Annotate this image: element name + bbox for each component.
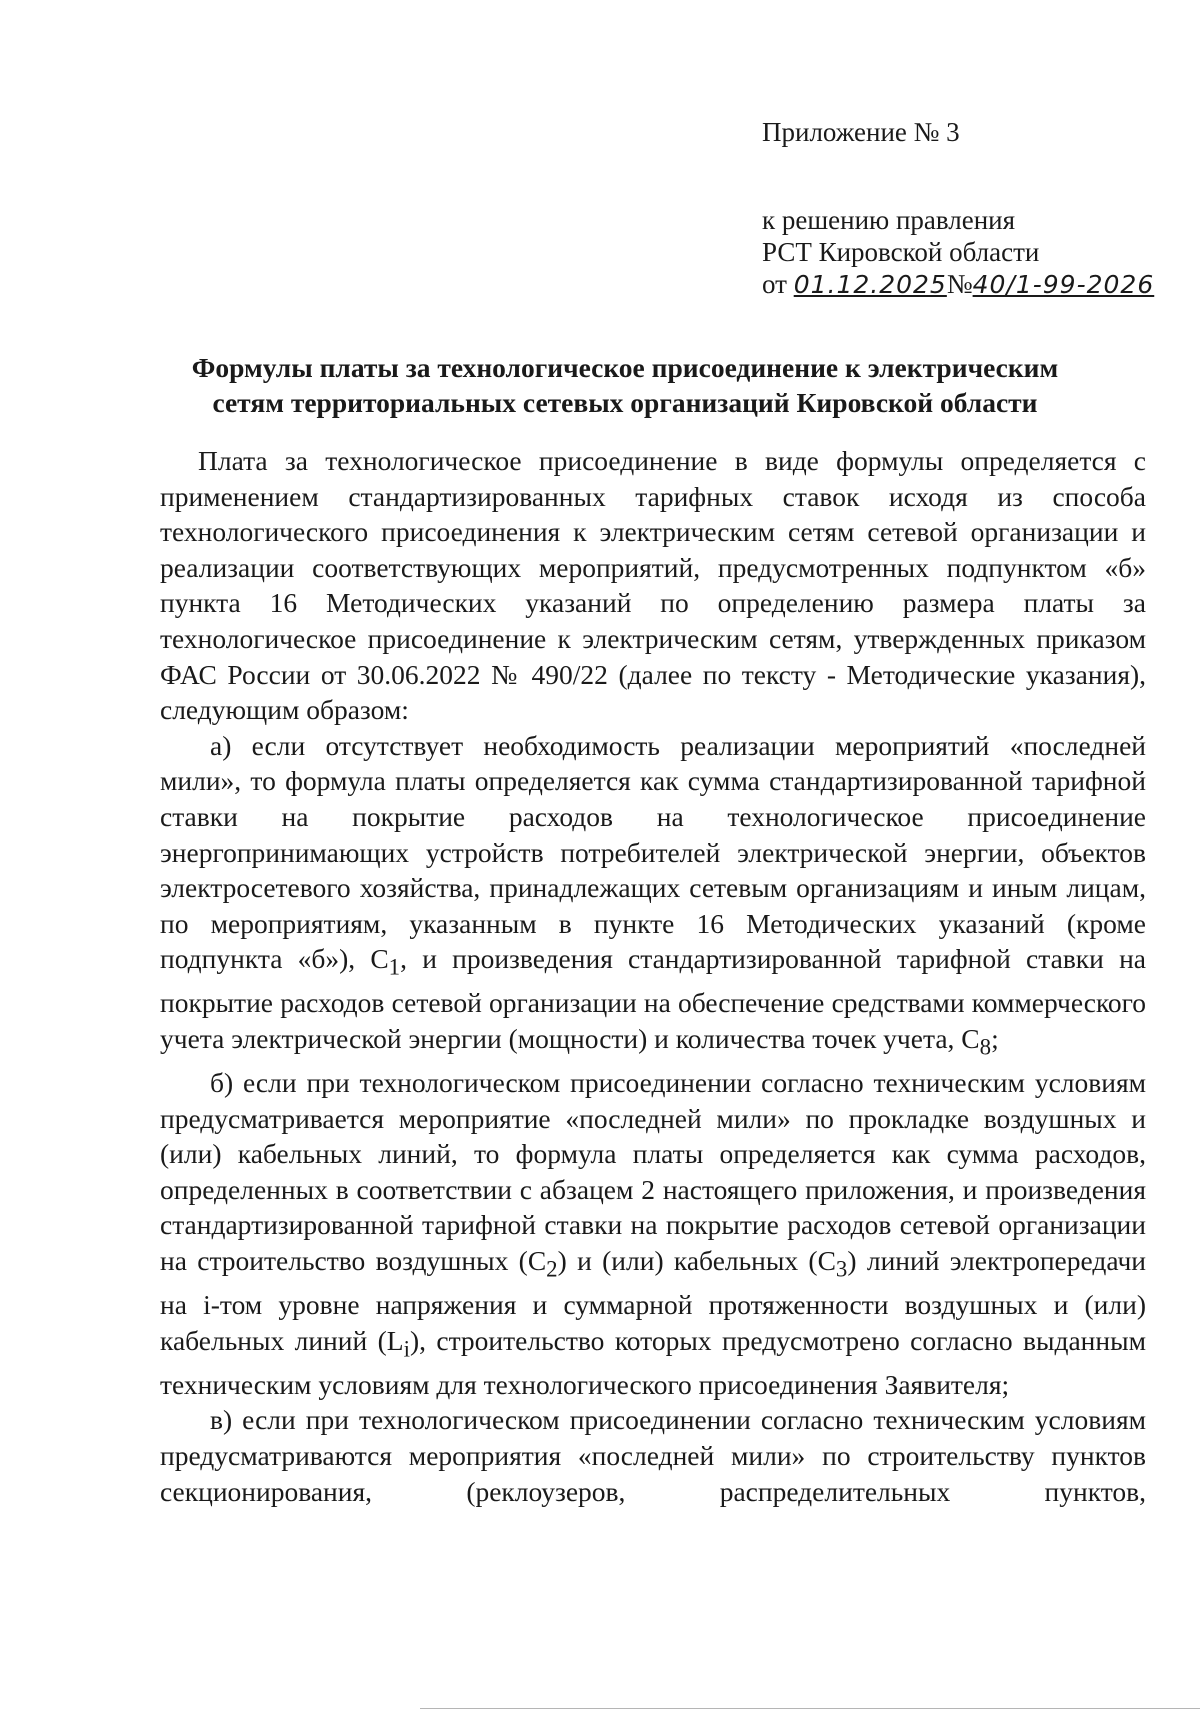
title-line-2: сетям территориальных сетевых организаций Кировской области: [212, 387, 1038, 418]
document-title: [160, 350, 1090, 420]
item-b-text-2: ) и (или) кабельных (С: [557, 1245, 836, 1277]
annex-date-number-line: [762, 268, 1154, 301]
annex-gap: [762, 148, 1154, 204]
item-b-text-4: ), строительство которых предусмотрено согласно выданным техническим условиям для технологического присоединения Заявителя;: [160, 1324, 1146, 1400]
handwritten-date: 01.12.2025: [793, 270, 947, 299]
item-a-subscript-8: 8: [979, 1034, 992, 1060]
item-a-paragraph: [160, 728, 1146, 1065]
intro-paragraph: Плата за технологическое присоединение в виде формулы определяется с применением стандартизированных тарифных ставок исходя из способа технологического присоединения к электрическим сетям сетевой организации и реализации соответствующих мероприятий, предусмотренных подпунктом «б» пункта 16 Методических указаний по определению размера платы за технологическое присоединение к электрическим сетям, утвержденных приказом ФАС России от 30.06.2022 № 490/22 (далее по тексту - Методические указания), следующим образом:: [160, 445, 1146, 726]
annex-header: [762, 116, 1154, 301]
item-a-text-1: а) если отсутствует необходимость реализации мероприятий «последней мили», то формула платы определяется как сумма стандартизированной тарифной ставки на покрытие расходов на технологическое присоединение энергопринимающих устройств потребителей электрической энергии, объектов электросетевого хозяйства, принадлежащих сетевым организациям и иным лицам, по мероприятиям, указанным в пункте 16 Методических указаний (кроме подпункта «б»), С: [160, 729, 1146, 975]
handwritten-number: 40/1-99-2026: [972, 270, 1155, 299]
item-v-paragraph: в) если при технологическом присоединении согласно техническим условиям предусматриваются мероприятия «последней мили» по строительству пунктов секционирования, (реклоузеров, распределительных пунктов,: [160, 1404, 1146, 1507]
annex-title: Приложение № 3: [762, 117, 960, 147]
item-b-subscript-i: i: [403, 1336, 410, 1362]
annex-number-prefix: №: [946, 269, 973, 299]
annex-decision-line: к решению правления: [762, 205, 1016, 235]
item-a-subscript-1: 1: [388, 954, 401, 980]
annex-from-prefix: от: [762, 269, 794, 299]
item-b-subscript-3: 3: [835, 1256, 848, 1282]
annex-authority-line: РСТ Кировской области: [762, 237, 1040, 267]
item-b-paragraph: [160, 1065, 1146, 1402]
title-line-1: Формулы платы за технологическое присоединение к электрическим: [191, 352, 1059, 383]
scan-edge-line: [420, 1708, 1200, 1709]
item-b-text-1: б) если при технологическом присоединении согласно техническим условиям предусматривается мероприятие «последней мили» по прокладке воздушных и (или) кабельных линий, то формула платы определяется как сумма расходов, определенных в соответствии с абзацем 2 настоящего приложения, и произведения стандартизированной тарифной ставки на покрытие расходов сетевой организации на строительство воздушных (С: [160, 1067, 1146, 1277]
document-body: [160, 443, 1146, 1509]
item-a-text-3: ;: [991, 1023, 999, 1054]
item-b-subscript-2: 2: [546, 1256, 558, 1282]
item-b-text-3: ) линий электропередачи на i-том уровне напряжения и суммарной протяженности воздушных и (или) кабельных линий (L: [160, 1245, 1146, 1356]
item-a-text-2: , и произведения стандартизированной тарифной ставки на покрытие расходов сетевой организации на обеспечение средствами коммерческого учета электрической энергии (мощности) и количества точек учета, С: [160, 943, 1146, 1054]
